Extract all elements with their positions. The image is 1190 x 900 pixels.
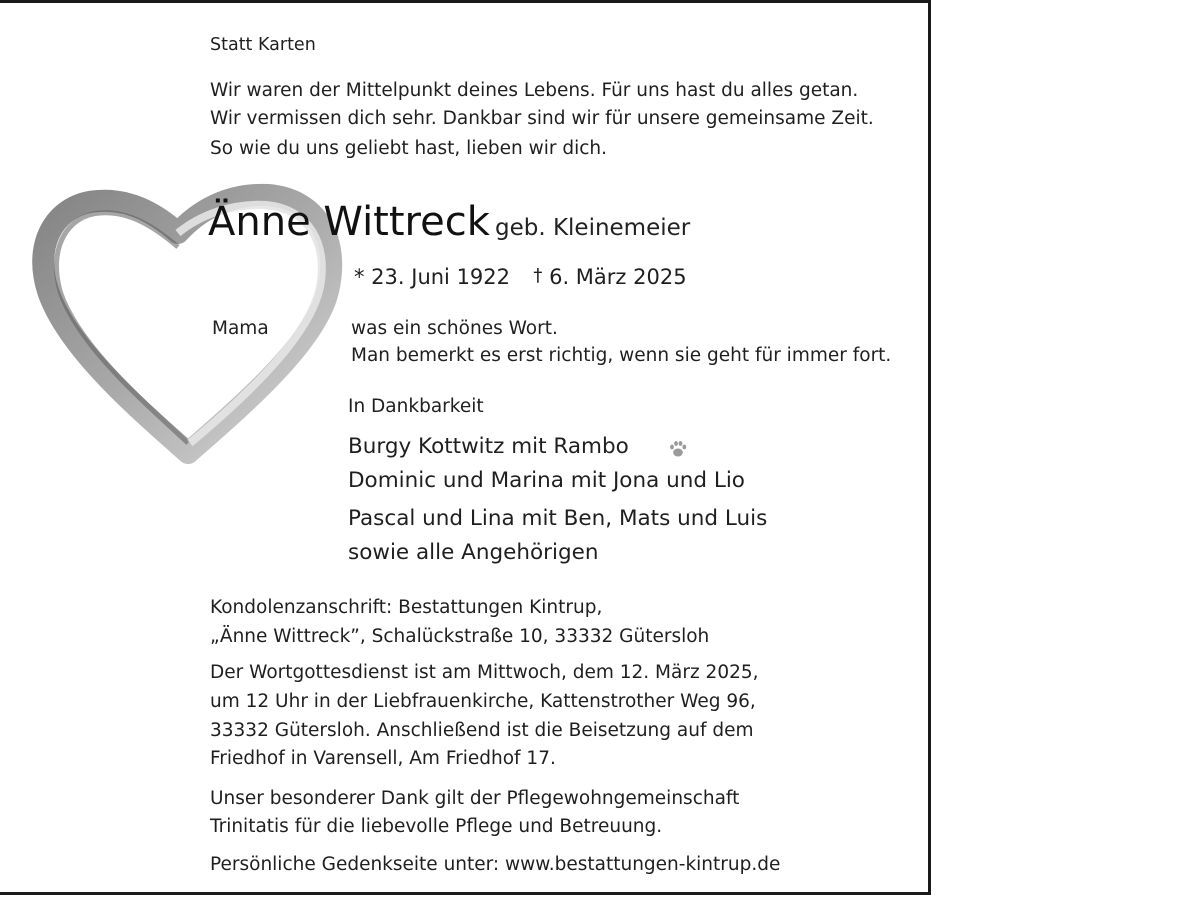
mourner-4: sowie alle Angehörigen (348, 540, 599, 565)
verse-line-1: Wir waren der Mittelpunkt deines Lebens. Für uns hast du alles getan. (210, 80, 859, 101)
death-date: 6. März 2025 (549, 265, 687, 289)
condolence-line-1: Kondolenzanschrift: Bestattungen Kintrup, (210, 597, 603, 618)
poem-label: Mama (212, 318, 269, 339)
deceased-name: Änne Wittreck (208, 199, 490, 245)
life-dates (354, 267, 687, 288)
birth-name: geb. Kleinemeier (494, 215, 691, 241)
poem-line-2: Man bemerkt es erst richtig, wenn sie geht für immer fort. (351, 345, 892, 366)
service-line-1: Der Wortgottesdienst ist am Mittwoch, dem 12. März 2025, (210, 662, 759, 683)
service-line-4: Friedhof in Varensell, Am Friedhof 17. (210, 748, 556, 769)
thanks-line-1: Unser besonderer Dank gilt der Pflegewohngemeinschaft (210, 788, 740, 809)
birth-date: * 23. Juni 1922 (354, 265, 511, 289)
deceased-heading (208, 199, 690, 245)
condolence-line-2: „Änne Wittreck”, Schalückstraße 10, 33332 Gütersloh (210, 626, 710, 647)
mourner-1: Burgy Kottwitz mit Rambo (348, 434, 629, 459)
poem-line-1: was ein schönes Wort. (351, 318, 558, 339)
gratitude-line: In Dankbarkeit (348, 396, 484, 417)
notice-header: Statt Karten (210, 35, 316, 55)
service-line-2: um 12 Uhr in der Liebfrauenkirche, Kattenstrother Weg 96, (210, 691, 756, 712)
verse-line-3: So wie du uns geliebt hast, lieben wir dich. (210, 138, 607, 159)
verse-line-2: Wir vermissen dich sehr. Dankbar sind wir für unsere gemeinsame Zeit. (210, 108, 874, 129)
memorial-page-link[interactable]: Persönliche Gedenkseite unter: www.bestattungen-kintrup.de (210, 854, 781, 875)
mourner-2: Dominic und Marina mit Jona und Lio (348, 468, 745, 493)
service-line-3: 33332 Gütersloh. Anschließend ist die Beisetzung auf dem (210, 720, 754, 741)
paw-print-icon (668, 439, 688, 459)
cross-symbol: † (533, 265, 543, 286)
thanks-line-2: Trinitatis für die liebevolle Pflege und Betreuung. (210, 816, 663, 837)
mourner-3: Pascal und Lina mit Ben, Mats und Luis (348, 506, 768, 531)
